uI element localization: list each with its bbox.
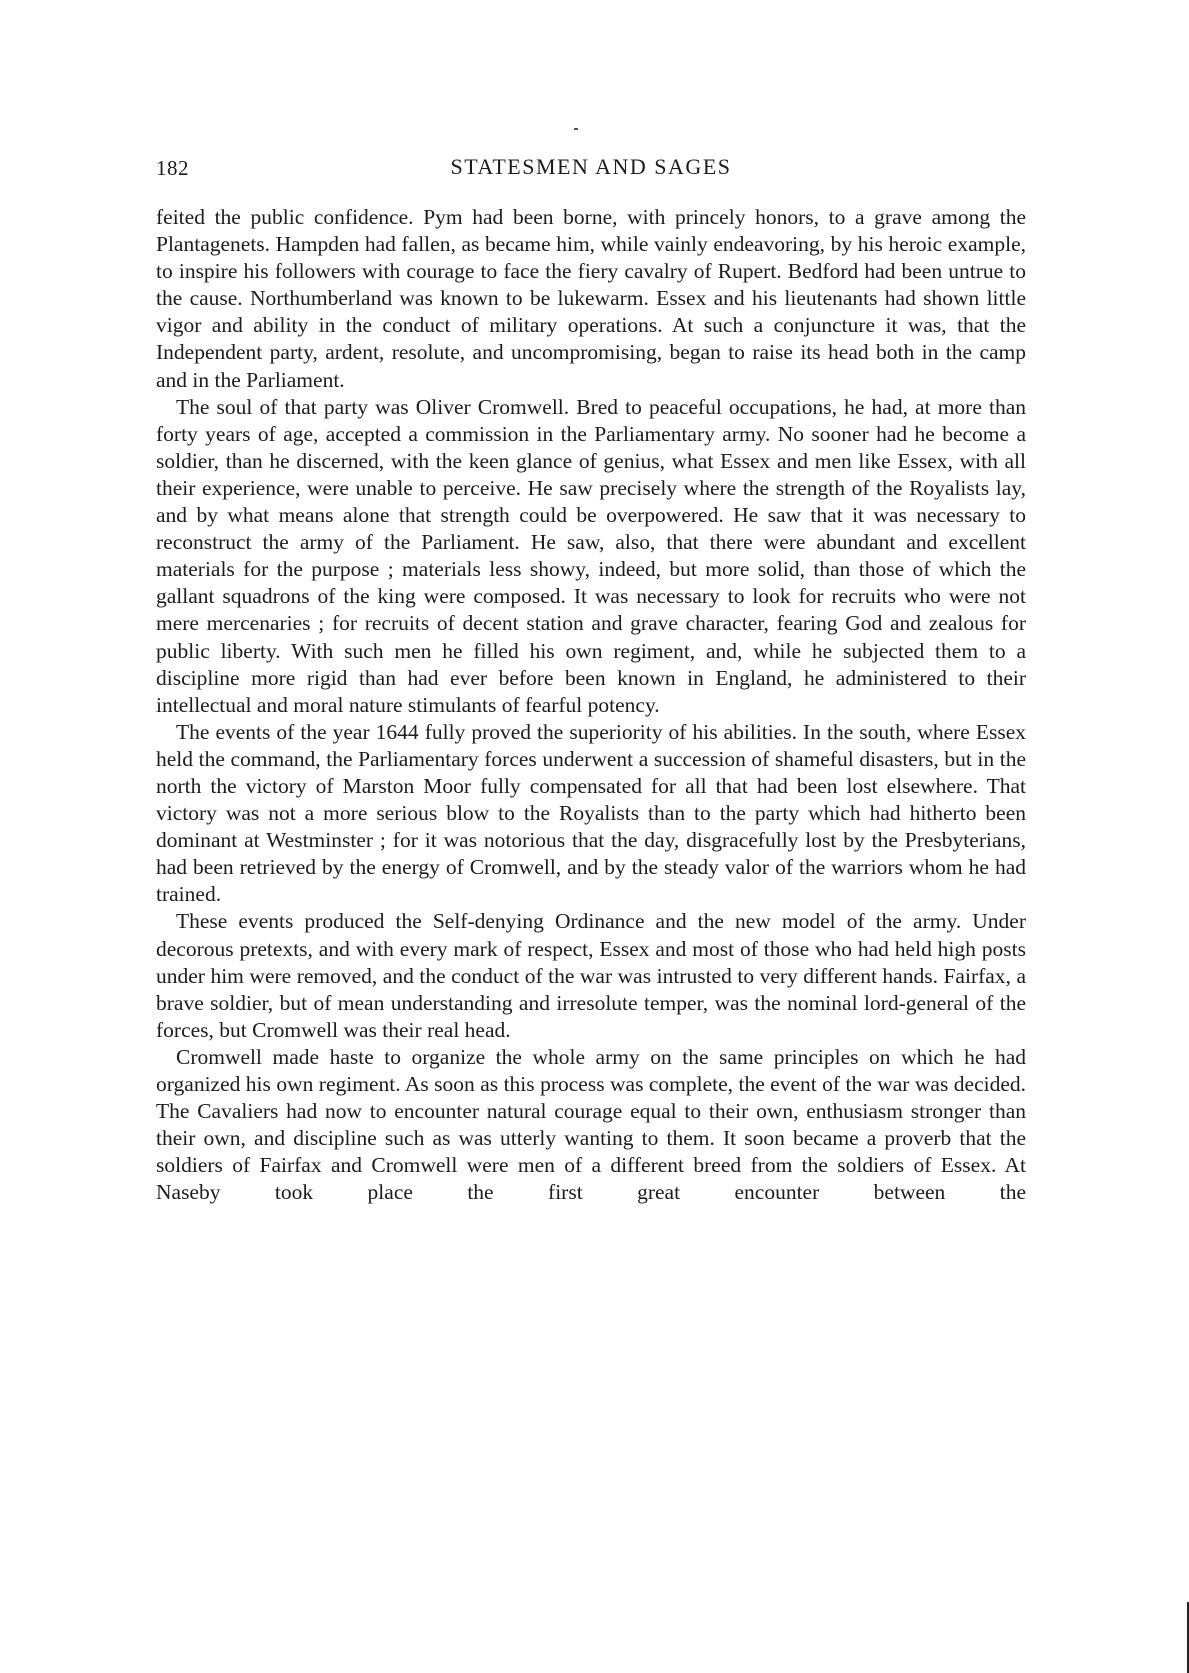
page-header: [156, 152, 1026, 186]
printer-mark: [574, 128, 578, 130]
body-text: [156, 204, 1026, 1206]
paragraph-1: feited the public confidence. Pym had been borne, with princely honors, to a grave among the Plantagenets. Hampden had fallen, as became him, while vainly endeavoring, by his heroic example, to inspire his followers with courage to face the fiery cavalry of Rupert. Bedford had been untrue to the cause. Northumberland was known to be lukewarm. Essex and his lieutenants had shown little vigor and ability in the conduct of military operations. At such a conjuncture it was, that the Independent party, ardent, resolute, and uncompromising, began to raise its head both in the camp and in the Parliament.: [156, 205, 1026, 392]
paragraph-5: Cromwell made haste to organize the whole army on the same principles on which he had organized his own regiment. As soon as this process was complete, the event of the war was decided. The Cavaliers had now to encounter natural courage equal to their own, enthusiasm stronger than their own, and discipline such as was utterly wanting to them. It soon became a proverb that the soldiers of Fairfax and Cromwell were men of a different breed from the soldiers of Essex. At Naseby took place the first great encounter between the: [156, 1044, 1026, 1205]
page-number: 182: [156, 156, 189, 180]
paragraph-3: The events of the year 1644 fully proved the superiority of his abilities. In the south, where Essex held the command, the Parliamentary forces underwent a succession of shameful disasters, but in the north the victory of Marston Moor fully compensated for all that had been lost elsewhere. That victory was not a more serious blow to the Royalists than to the party which had hitherto been dominant at Westminster ; for it was notorious that the day, disgracefully lost by the Presbyterians, had been retrieved by the energy of Cromwell, and by the steady valor of the warriors whom he had trained.: [156, 719, 1026, 907]
paragraph-2: The soul of that party was Oliver Cromwell. Bred to peaceful occupations, he had, at more than forty years of age, accepted a commission in the Parliamentary army. No sooner had he become a soldier, than he discerned, with the keen glance of genius, what Essex and men like Essex, with all their experience, were unable to perceive. He saw precisely where the strength of the Royalists lay, and by what means alone that strength could be overpowered. He saw that it was necessary to reconstruct the army of the Parliament. He saw, also, that there were abundant and excellent materials for the purpose ; materials less showy, indeed, but more solid, than those of which the gallant squadrons of the king were composed. It was necessary to look for recruits who were not mere mercenaries ; for recruits of decent station and grave character, fearing God and zealous for public liberty. With such men he filled his own regiment, and, while he subjected them to a discipline more rigid than had ever before been known in England, he administered to their intellectual and moral nature stimulants of fearful potency.: [156, 394, 1026, 717]
paragraph-4: These events produced the Self-denying Ordinance and the new model of the army. Under decorous pretexts, and with every mark of respect, Essex and most of those who had held high posts under him were removed, and the conduct of the war was intrusted to very different hands. Fairfax, a brave soldier, but of mean understanding and irresolute temper, was the nominal lord-general of the forces, but Cromwell was their real head.: [156, 909, 1026, 1042]
running-head: STATESMEN AND SAGES: [450, 154, 732, 179]
